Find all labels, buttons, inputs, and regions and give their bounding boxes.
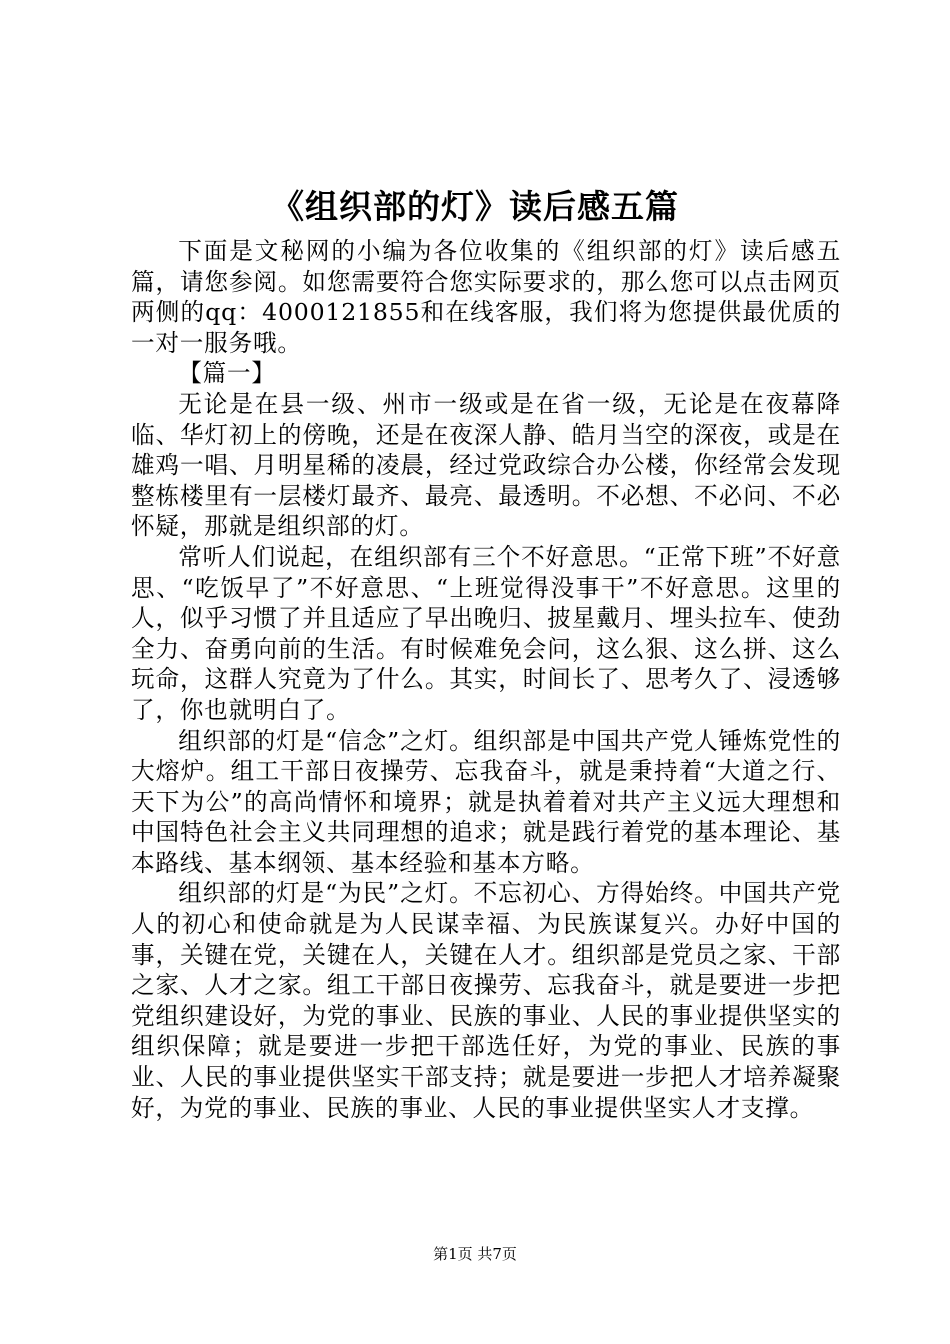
body-paragraph: 组织部的灯是“为民”之灯。不忘初心、方得始终。中国共产党人的初心和使命就是为人民谋幸福、为民族谋复兴。办好中国的事，关键在党，关键在人，关键在人才。组织部是党员之家、干部之家、人才之家。组工干部日夜操劳、忘我奋斗，就是要进一步把党组织建设好，为党的事业、民族的事业、人民的事业提供坚实的组织保障；就是要进一步把干部选任好，为党的事业、民族的事业、人民的事业提供坚实干部支持；就是要进一步把人才培养凝聚好，为党的事业、民族的事业、人民的事业提供坚实人才支撑。: [131, 879, 841, 1122]
document-body: [131, 236, 841, 1123]
section-heading: 【篇一】: [178, 359, 276, 388]
body-paragraph: 组织部的灯是“信念”之灯。组织部是中国共产党人锤炼党性的大熔炉。组工干部日夜操劳、忘我奋斗，就是秉持着“大道之行、天下为公”的高尚情怀和境界；就是执着着对共产主义远大理想和中国特色社会主义共同理想的追求；就是践行着党的基本理论、基本路线、基本纲领、基本经验和基本方略。: [131, 726, 841, 877]
body-paragraph: 无论是在县一级、州市一级或是在省一级，无论是在夜幕降临、华灯初上的傍晚，还是在夜深人静、皓月当空的深夜，或是在雄鸡一唱、月明星稀的凌晨，经过党政综合办公楼，你经常会发现整栋楼里有一层楼灯最齐、最亮、最透明。不必想、不必问、不必怀疑，那就是组织部的灯。: [131, 389, 841, 541]
document-title: 《组织部的灯》读后感五篇: [271, 187, 679, 226]
intro-paragraph: 下面是文秘网的小编为各位收集的《组织部的灯》读后感五篇，请您参阅。如您需要符合您实际要求的，那么您可以点击网页两侧的qq：4000121855和在线客服，我们将为您提供最优质的一对一服务哦。: [131, 237, 841, 357]
page-footer: 第1页 共7页: [433, 1245, 517, 1263]
body-paragraph: 常听人们说起，在组织部有三个不好意思。“正常下班”不好意思、“吃饭早了”不好意思、“上班觉得没事干”不好意思。这里的人，似乎习惯了并且适应了早出晚归、披星戴月、埋头拉车、使劲全力、奋勇向前的生活。有时候难免会问，这么狠、这么拼、这么玩命，这群人究竟为了什么。其实，时间长了、思考久了、浸透够了，你也就明白了。: [131, 542, 841, 724]
